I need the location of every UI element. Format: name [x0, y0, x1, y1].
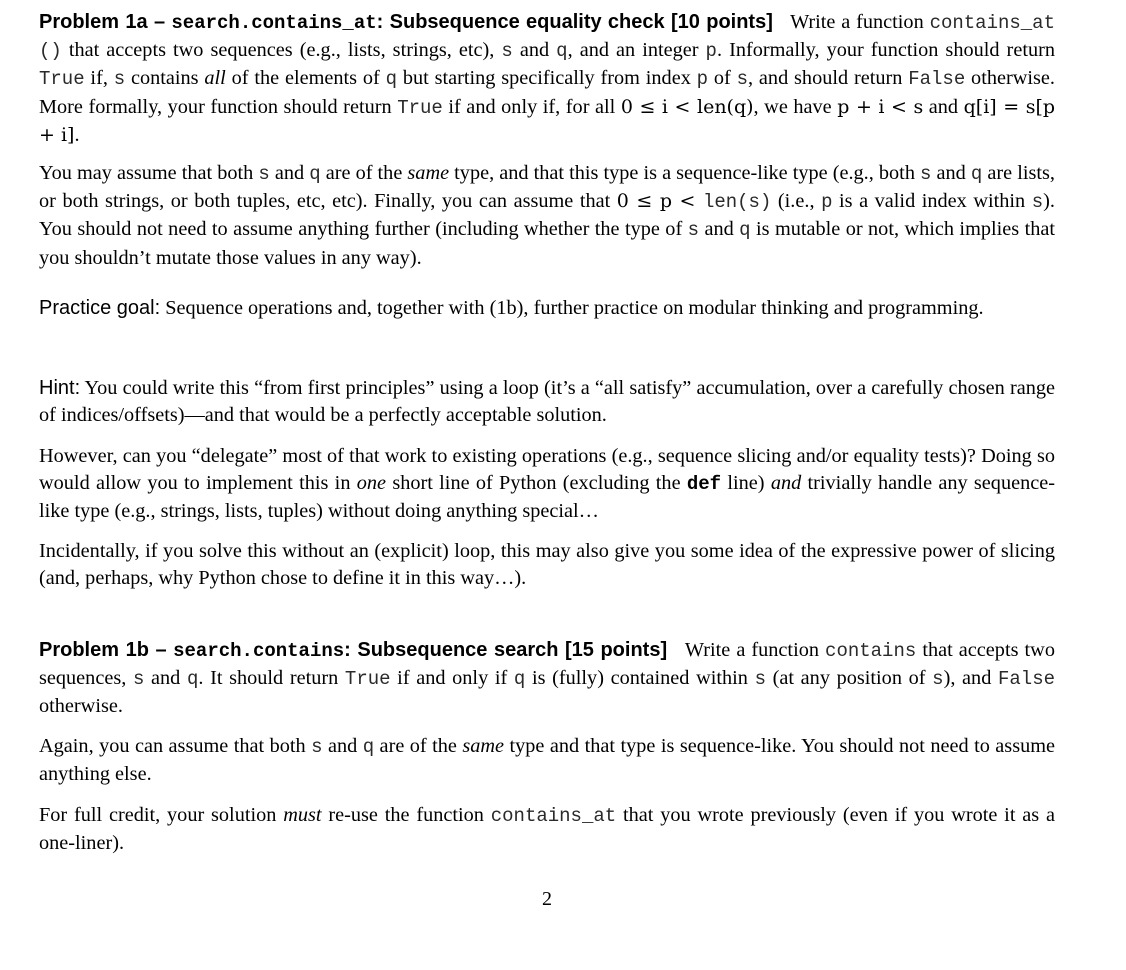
hint-label: Hint: — [39, 377, 81, 399]
def-keyword: def — [686, 473, 722, 496]
problem-1a-title: Subsequence equality check [10 points] — [383, 11, 773, 33]
problem-1b-label: Problem 1b — [39, 639, 149, 661]
math-expression: q[i] = s[p + i] — [39, 95, 1056, 146]
full-credit-paragraph: For full credit, your solution must re-use the function contains_at that you wrote previously (even if you wrote it as a one-liner). — [39, 804, 1055, 855]
problem-1a-label: Problem 1a — [39, 11, 148, 33]
delegation-paragraph: However, can you “delegate” most of that work to existing operations (e.g., sequence slicing and/or equality tests)? Doing so would allow you to implement this in one short line of Python (excluding the def line) and trivially handle any sequence-like type (e.g., strings, lists, tuples) without doing anything special… — [39, 445, 1055, 523]
math-expression: 0 ≤ p < — [616, 190, 703, 213]
function-name-code: contains_at — [490, 805, 617, 827]
problem-1a-function-path: search.contains_at — [171, 12, 377, 34]
slicing-paragraph: Incidentally, if you solve this without an (explicit) loop, this may also give you some idea of the expressive power of slicing (and, perhaps, why Python chose to define it in this way…). — [39, 540, 1055, 590]
problem-1b-function-path: search.contains — [173, 640, 345, 662]
same-type-paragraph: Again, you can assume that both s and q are of the same type and that type is sequence-like. You should not need to assume anything else. — [39, 735, 1056, 786]
math-expression: p + i < s — [837, 95, 924, 118]
problem-1b-paragraph: Problem 1b – search.contains: Subsequence search [15 points] Write a function contains that accepts two sequences, s and q. It should return True if and only if q is (fully) contained within s (at any position of s), and False otherwise. — [39, 639, 1056, 718]
assumptions-paragraph: You may assume that both s and q are of the same type, and that this type is a sequence-like type (e.g., both s and q are lists, or both strings, or both tuples, etc, etc). Finally, you can assume that 0 ≤ p < len(s) (i.e., p is a valid index within s). You should not need to assume anything further (including whether the type of s and q is mutable or not, which implies that you shouldn’t mutate those values in any way). — [39, 162, 1055, 269]
page-number: 2 — [542, 888, 552, 910]
function-name-code: contains — [825, 640, 917, 662]
math-expression: 0 ≤ i < len(q) — [620, 95, 754, 118]
function-name-code: contains_at — [929, 12, 1055, 34]
problem-1b-title: Subsequence search [15 points] — [350, 639, 668, 661]
practice-goal-paragraph: Practice goal: Sequence operations and, together with (1b), further practice on modular thinking and programming. — [39, 297, 984, 319]
practice-goal-label: Practice goal: — [39, 297, 161, 319]
hint-paragraph: Hint: You could write this “from first principles” using a loop (it’s a “all satisfy” accumulation, over a carefully chosen range of indices/offsets)—and that would be a perfectly acceptable solution. — [39, 377, 1055, 427]
problem-1a-paragraph: Problem 1a – search.contains_at: Subsequence equality check [10 points] Write a function contains_at () that accepts two sequences (e.g., lists, strings, etc), s and q, and an integer p. Informally, your function should return True if, s contains all of the elements of q but starting specifically from index p of s, and should return False otherwise. More formally, your function should return True if and only if, for all 0 ≤ i < len(q), we have p + i < s and q[i] = s[p + i]. — [39, 11, 1056, 146]
